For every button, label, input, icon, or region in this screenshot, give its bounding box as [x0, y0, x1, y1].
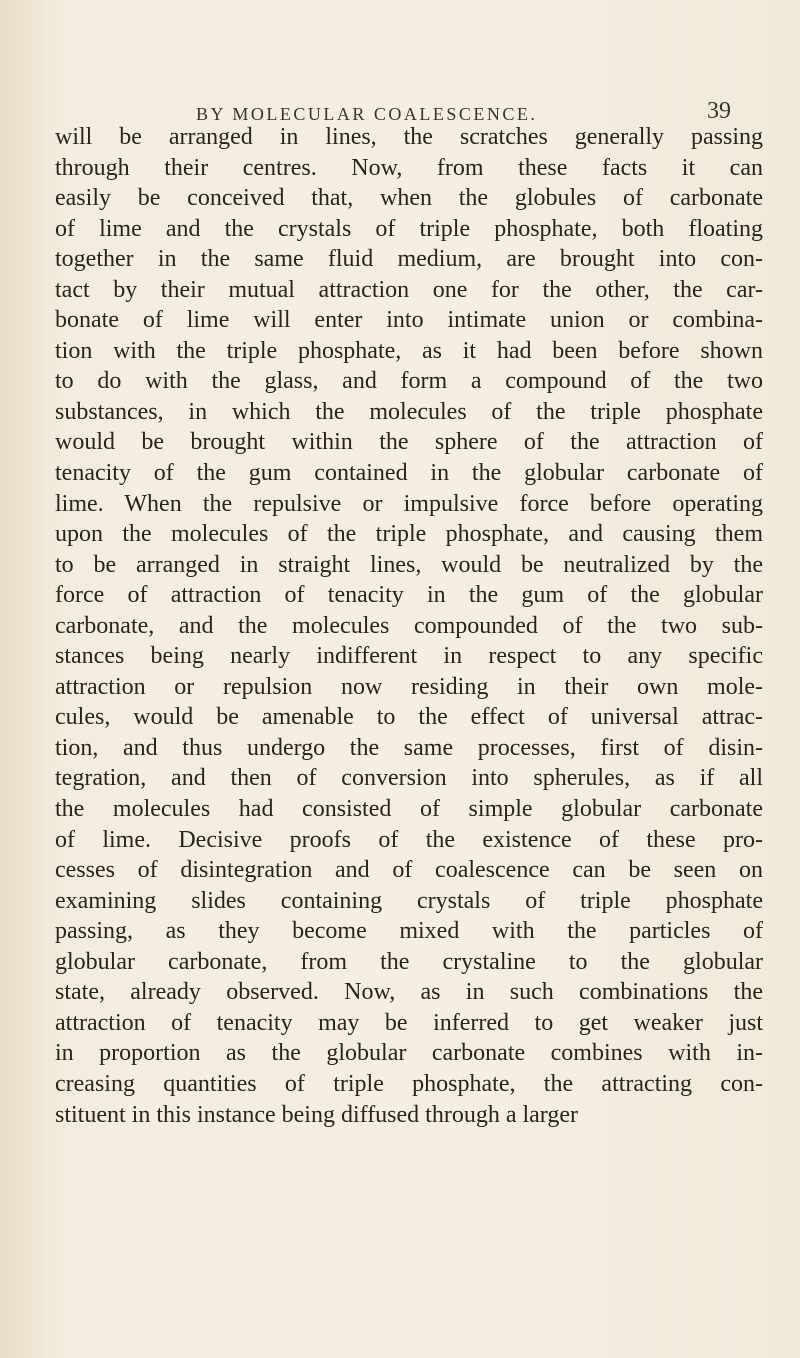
- text-line: lime. When the repulsive or impulsive force before operating: [55, 490, 763, 517]
- page-number: 39: [707, 98, 731, 124]
- text-line: to do with the glass, and form a compound of the two: [55, 368, 763, 395]
- text-line: through their centres. Now, from these facts it can: [55, 154, 763, 181]
- text-line: attraction of tenacity may be inferred to get weaker just: [55, 1009, 763, 1036]
- text-line: will be arranged in lines, the scratches generally passing: [55, 124, 763, 150]
- text-line: of lime and the crystals of triple phosphate, both floating: [55, 215, 763, 242]
- text-line: upon the molecules of the triple phosphate, and causing them: [55, 521, 763, 548]
- text-line: state, already observed. Now, as in such combinations the: [55, 979, 763, 1006]
- text-line: tion with the triple phosphate, as it had been before shown: [55, 337, 763, 364]
- text-line: tenacity of the gum contained in the globular carbonate of: [55, 460, 763, 487]
- text-line: stances being nearly indifferent in respect to any specific: [55, 643, 763, 670]
- text-line: bonate of lime will enter into intimate union or combina-: [55, 307, 763, 334]
- text-line: of lime. Decisive proofs of the existence of these pro-: [55, 826, 763, 853]
- text-line: cesses of disintegration and of coalescence can be seen on: [55, 857, 763, 884]
- text-line: force of attraction of tenacity in the gum of the globular: [55, 582, 763, 609]
- text-line: together in the same fluid medium, are brought into con-: [55, 246, 763, 273]
- text-line: carbonate, and the molecules compounded of the two sub-: [55, 612, 763, 639]
- text-line: stituent in this instance being diffused through a larger: [55, 1101, 579, 1128]
- text-line: would be brought within the sphere of the attraction of: [55, 429, 763, 456]
- text-line: globular carbonate, from the crystaline to the globular: [55, 948, 763, 975]
- text-line: substances, in which the molecules of the triple phosphate: [55, 398, 763, 425]
- body-text: [55, 122, 763, 1130]
- text-line: examining slides containing crystals of triple phosphate: [55, 887, 763, 914]
- text-line: easily be conceived that, when the globules of carbonate: [55, 185, 763, 212]
- text-line: in proportion as the globular carbonate combines with in-: [55, 1040, 763, 1067]
- text-line: tact by their mutual attraction one for the other, the car-: [55, 276, 763, 303]
- text-line: passing, as they become mixed with the particles of: [55, 918, 763, 945]
- text-line: to be arranged in straight lines, would be neutralized by the: [55, 551, 763, 578]
- running-title: BY MOLECULAR COALESCENCE.: [196, 104, 538, 124]
- text-line: the molecules had consisted of simple globular carbonate: [55, 796, 763, 823]
- text-line: cules, would be amenable to the effect of universal attrac-: [55, 704, 763, 731]
- text-line: tegration, and then of conversion into spherules, as if all: [55, 765, 763, 792]
- text-line: tion, and thus undergo the same processes, first of disin-: [55, 734, 763, 761]
- text-line: attraction or repulsion now residing in their own mole-: [55, 673, 763, 700]
- text-line: creasing quantities of triple phosphate, the attracting con-: [55, 1070, 763, 1097]
